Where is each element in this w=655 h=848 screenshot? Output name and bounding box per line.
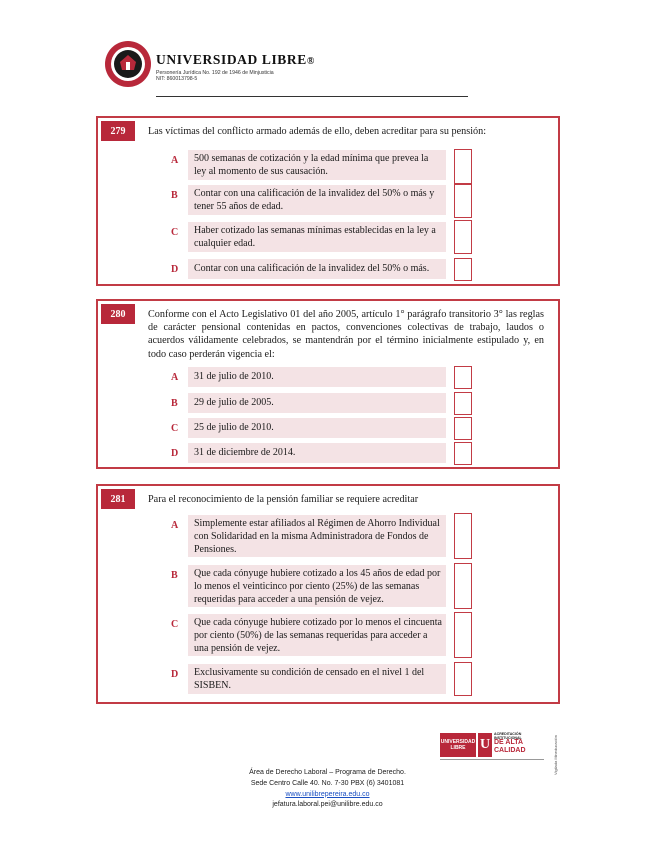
footer-line-1: Área de Derecho Laboral – Programa de Derecho. — [249, 769, 406, 776]
option-text: 29 de julio de 2005. — [194, 397, 274, 408]
answer-box-c[interactable] — [454, 220, 472, 254]
answer-box-c[interactable] — [454, 417, 472, 440]
answer-box-d[interactable] — [454, 442, 472, 465]
answer-box-d[interactable] — [454, 662, 472, 696]
answer-box-d[interactable] — [454, 258, 472, 281]
option-letter: A — [171, 520, 179, 531]
option-text: Exclusivamente su condición de censado en el nivel 1 del SISBEN. — [194, 667, 425, 691]
footer-logos — [440, 731, 544, 761]
u-mark-icon: U — [478, 733, 492, 757]
answer-box-c[interactable] — [454, 612, 472, 658]
footer-email[interactable]: jefatura.laboral.pei@unilibre.edu.co — [272, 801, 383, 809]
header-divider — [156, 96, 468, 97]
option-letter: C — [171, 619, 179, 630]
option-text: Contar con una calificación de la invalidez del 50% o más y tener 55 años de edad. — [194, 188, 435, 212]
unilibre-footer-logo: UNIVERSIDAD LIBRE — [440, 733, 476, 757]
question-number: 281 — [101, 489, 135, 509]
answer-box-b[interactable] — [454, 184, 472, 218]
accreditation-top: ACREDITACIÓN INSTITUCIONAL — [494, 732, 522, 740]
option-letter: B — [171, 190, 178, 201]
question-text: Conforme con el Acto Legislativo 01 del año 2005, artículo 1° parágrafo transitorio 3° las reglas de carácter pensional contenidas en pactos, convenciones colectivas de trabajo, laudos o acuerdos válidamente celebrados, se mantendrán por el término inicialmente estipulado y, en todo caso perderán vigencia el: — [148, 309, 544, 360]
question-number: 280 — [101, 304, 135, 324]
option-letter: D — [171, 264, 179, 275]
brand-subline: Personería Jurídica No. 192 de 1946 de Minjusticia NIT: 860013798-5 — [156, 70, 274, 82]
question-text: Para el reconocimiento de la pensión familiar se requiere acreditar — [148, 494, 419, 505]
answer-box-a[interactable] — [454, 366, 472, 389]
option-text: Haber cotizado las semanas mínimas establecidas en la ley a cualquier edad. — [194, 225, 436, 249]
option-letter: D — [171, 448, 179, 459]
question-279 — [96, 116, 560, 286]
option-text: 31 de julio de 2010. — [194, 371, 274, 382]
option-text: 25 de julio de 2010. — [194, 422, 274, 433]
option-letter: B — [171, 570, 178, 581]
letterhead — [104, 40, 464, 98]
university-seal-icon — [104, 40, 152, 88]
answer-box-a[interactable] — [454, 513, 472, 559]
option-letter: A — [171, 155, 179, 166]
option-text: 500 semanas de cotización y la edad mínima que prevea la ley al momento de sus causación. — [194, 153, 429, 177]
question-text: Las víctimas del conflicto armado además de ello, deben acreditar para su pensión: — [148, 126, 487, 137]
option-text: Que cada cónyuge hubiere cotizado a los 45 años de edad por lo menos el veinticinco por ciento (25%) de las semanas requeridas para acceder a una pensión de vejez. — [194, 568, 441, 605]
option-letter: B — [171, 398, 178, 409]
option-letter: C — [171, 227, 179, 238]
side-caption: Vigilada Mineducación — [553, 735, 558, 775]
option-text: Contar con una calificación de la invalidez del 50% o más. — [194, 263, 430, 274]
answer-box-b[interactable] — [454, 392, 472, 415]
option-text: Que cada cónyuge hubiere cotizado por lo menos el cincuenta por ciento (50%) de las semanas requeridas para acceder a una pensión de vejez. — [194, 617, 442, 654]
option-letter: C — [171, 423, 179, 434]
answer-box-b[interactable] — [454, 563, 472, 609]
brand-name: UNIVERSIDAD LIBRE® — [156, 52, 315, 67]
footer-line-2: Sede Centro Calle 40. No. 7-30 PBX (6) 3401081 — [250, 779, 405, 787]
question-number: 279 — [101, 121, 135, 141]
footer-logo-rule — [440, 759, 544, 760]
option-text: 31 de diciembre de 2014. — [194, 447, 296, 458]
option-text: Simplemente estar afiliados al Régimen de Ahorro Individual con Solidaridad en la misma Administradora de Fondos de Pensiones. — [194, 518, 440, 555]
accreditation-logo: DE ALTA CALIDAD — [494, 739, 526, 754]
footer — [0, 768, 655, 811]
option-letter: D — [171, 669, 179, 680]
website-link[interactable]: www.unilibrepereira.edu.co — [285, 790, 370, 798]
question-280 — [96, 299, 560, 469]
option-letter: A — [171, 372, 179, 383]
question-281 — [96, 484, 560, 704]
answer-box-a[interactable] — [454, 149, 472, 184]
